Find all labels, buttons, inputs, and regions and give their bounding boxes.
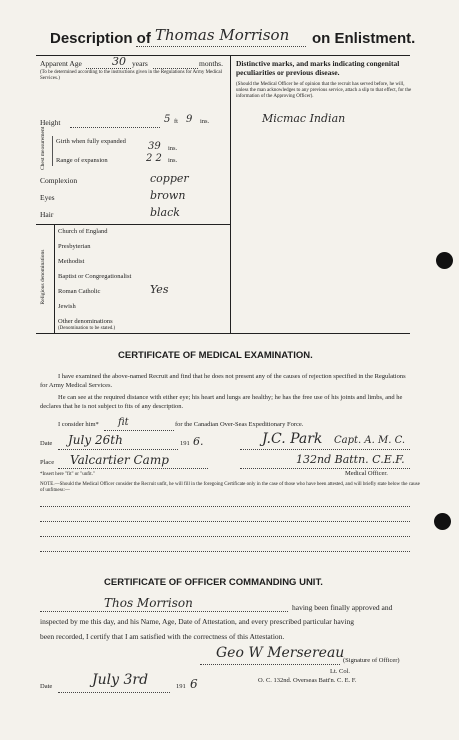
religion-label: Religious denominations xyxy=(40,249,46,305)
distinctive-marks-heading: Distinctive marks, and marks indicating congenital peculiarities or previous disease. xyxy=(236,59,400,77)
medical-unit-line xyxy=(240,468,410,469)
punch-hole-bottom xyxy=(434,513,451,530)
height-ft-value: 5 xyxy=(164,114,171,125)
age-line xyxy=(86,68,131,69)
medical-para-2: He can see at the required distance with either eye; his heart and lungs are healthy; he has the free use of his joints and limbs, and he declares that he is not subject to fits of any description. xyxy=(40,394,403,410)
denom-roman-catholic: Roman Catholic xyxy=(58,288,101,295)
unfit-line-1 xyxy=(40,506,410,507)
denom-box-divider xyxy=(54,224,55,333)
commanding-text-a: having been finally approved and xyxy=(292,603,393,612)
medical-date-line xyxy=(58,449,178,450)
ft-label: ft xyxy=(174,118,178,125)
medical-officer-label: Medical Officer. xyxy=(345,470,388,477)
medical-officer-signature: J.C. Park xyxy=(262,431,323,447)
apparent-age-value: 30 xyxy=(112,55,126,68)
girth-label: Girth when fully expanded xyxy=(56,138,126,145)
denom-box-top xyxy=(36,224,230,225)
punch-hole-top xyxy=(436,252,453,269)
medical-cert-title: CERTIFICATE OF MEDICAL EXAMINATION. xyxy=(118,350,313,361)
commanding-year-prefix: 191 xyxy=(176,683,186,690)
place-line xyxy=(58,468,208,469)
commanding-rank-line: Lt. Col. xyxy=(330,668,351,675)
commanding-text-b: inspected by me this day, and his Name, Age, Date of Attestation, and every prescribed particular having xyxy=(40,617,355,626)
medical-officer-rank: Capt. A. M. C. xyxy=(334,435,406,446)
range-value: 2 2 xyxy=(146,153,162,164)
hair-label: Hair xyxy=(40,210,54,219)
apparent-age-label: Apparent Age xyxy=(40,59,82,68)
medical-year-prefix: 191 xyxy=(180,440,190,447)
unfit-line-3 xyxy=(40,536,410,537)
place-label: Place xyxy=(40,459,55,466)
distinctive-marks-value: Micmac Indian xyxy=(262,112,346,125)
commanding-date-line xyxy=(58,692,170,693)
chest-bracket xyxy=(52,136,53,166)
denom-other: Other denominations xyxy=(58,318,113,325)
consider-label: I consider him* xyxy=(58,421,99,428)
commanding-sig-line xyxy=(200,664,340,665)
unfit-line-2 xyxy=(40,521,410,522)
insert-note: *Insert here "fit" or "unfit." xyxy=(40,472,95,477)
complexion-label: Complexion xyxy=(40,176,78,185)
medical-date-label: Date xyxy=(40,440,53,447)
ins-label: ins. xyxy=(200,118,210,125)
commanding-unit-line: O. C. 132nd. Overseas Batt'n. C. E. F. xyxy=(258,677,357,684)
denom-methodist: Methodist xyxy=(58,258,85,265)
eyes-value: brown xyxy=(150,189,186,202)
years-label: years xyxy=(132,59,148,68)
medical-date-value: July 26th xyxy=(68,433,123,447)
hair-value: black xyxy=(150,206,180,219)
height-label: Height xyxy=(40,118,61,127)
form-column-divider xyxy=(230,55,231,333)
consider-value: fit xyxy=(118,417,129,428)
medical-sig-line xyxy=(240,449,410,450)
commanding-officer-signature: Geo W Mersereau xyxy=(216,645,345,661)
height-in-value: 9 xyxy=(186,114,193,125)
girth-unit: ins. xyxy=(168,145,178,152)
months-label: months. xyxy=(199,59,223,68)
form-bottom-rule xyxy=(36,333,410,334)
consider-rest: for the Canadian Over-Seas Expeditionary Force. xyxy=(175,421,304,428)
range-unit: ins. xyxy=(168,157,178,164)
medical-para-1: I have examined the above-named Recruit and find that he does not present any of the causes of rejection specified in the Regulations for Army Medical Services. xyxy=(40,373,406,389)
commanding-text-c: been recorded, I certify that I am satisfied with the correctness of this Attestation. xyxy=(40,632,285,641)
commanding-date-label: Date xyxy=(40,683,53,690)
header-name: Thomas Morrison xyxy=(155,26,290,44)
range-label: Range of expansion xyxy=(56,157,108,164)
commanding-recruit-name: Thos Morrison xyxy=(104,596,193,610)
header-title-left: Description of xyxy=(50,30,151,47)
commanding-date-value: July 3rd xyxy=(92,672,149,688)
denom-church-of-england: Church of England xyxy=(58,228,108,235)
denom-roman-catholic-value: Yes xyxy=(150,283,169,296)
denom-jewish: Jewish xyxy=(58,303,76,310)
place-value: Valcartier Camp xyxy=(70,453,169,467)
commanding-sig-label: (Signature of Officer) xyxy=(343,657,400,664)
commanding-cert-title: CERTIFICATE OF OFFICER COMMANDING UNIT. xyxy=(104,577,323,588)
commanding-year-value: 6 xyxy=(190,677,198,691)
header-name-line xyxy=(136,46,306,47)
form-top-rule xyxy=(36,55,410,56)
distinctive-marks-note: (Should the Medical Officer be of opinion that the recruit has served before, he will, unless the man acknowledges to any previous service, attach a slip to that effect, for the information of the Approving Officer). xyxy=(236,82,412,99)
denom-presbyterian: Presbyterian xyxy=(58,243,91,250)
medical-officer-unit: 132nd Battn. C.E.F. xyxy=(296,453,405,466)
denom-baptist: Baptist or Congregationalist xyxy=(58,273,132,280)
girth-value: 39 xyxy=(148,141,161,152)
commanding-name-line xyxy=(40,611,288,612)
medical-year-value: 6. xyxy=(193,435,204,448)
consider-line xyxy=(104,430,174,431)
months-line xyxy=(153,68,198,69)
header-title-right: on Enlistment. xyxy=(312,30,416,47)
height-line xyxy=(70,127,160,128)
unfit-line-4 xyxy=(40,551,410,552)
eyes-label: Eyes xyxy=(40,193,55,202)
denom-other-note: (Denomination to be stated.) xyxy=(58,326,116,331)
complexion-value: copper xyxy=(150,172,189,185)
age-note: (To be determined according to the instructions given in the Regulations for Army Medical Services.) xyxy=(40,70,222,81)
chest-label: Chest measurement xyxy=(40,126,46,170)
medical-nota: NOTE.—Should the Medical Officer consider the Recruit unfit, he will fill in the foregoing Certificate only in the case of those who have been attested, and will briefly state below the cause of unfitness:— xyxy=(40,482,420,493)
